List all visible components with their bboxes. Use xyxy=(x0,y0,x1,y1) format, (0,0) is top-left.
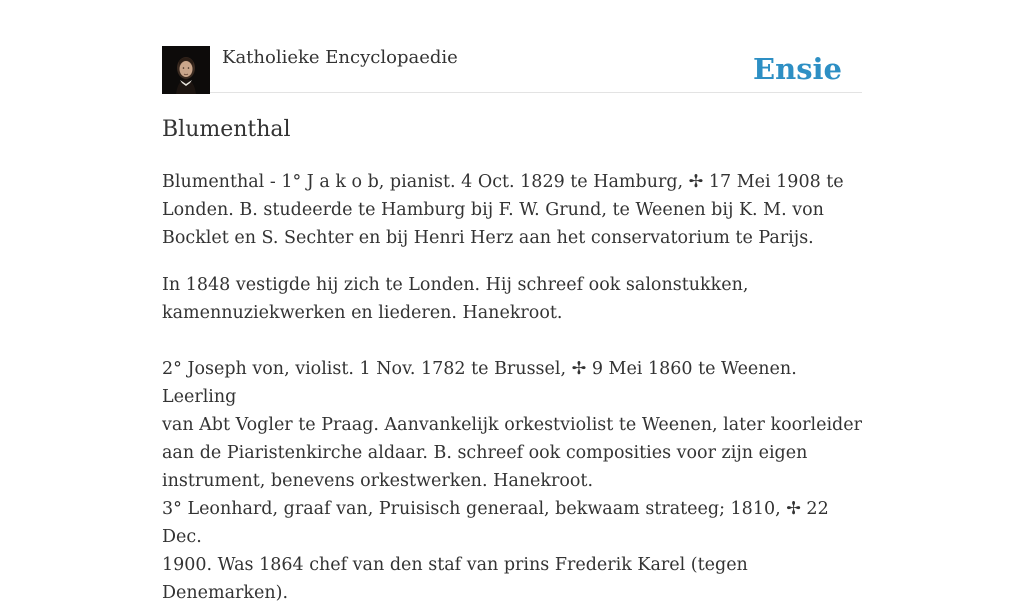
article-paragraph xyxy=(162,271,862,327)
text-line: Londen. B. studeerde te Hamburg bij F. W. Grund, te Weenen bij K. M. von xyxy=(162,200,824,220)
text-line: kamennuziekwerken en liederen. Hanekroot. xyxy=(162,303,563,323)
text-line: 3° Leonhard, graaf van, Pruisisch generaal, bekwaam strateeg; 1810, ✢ 22 Dec. xyxy=(162,499,829,547)
portrait-avatar-icon[interactable] xyxy=(162,46,210,94)
text-line: Bocklet en S. Sechter en bij Henri Herz aan het conservatorium te Parijs. xyxy=(162,228,814,248)
text-line: 2° Joseph von, violist. 1 Nov. 1782 te Brussel, ✢ 9 Mei 1860 te Weenen. Leerling xyxy=(162,359,797,407)
site-header xyxy=(162,46,862,93)
text-line: In 1848 vestigde hij zich te Londen. Hij schreef ook salonstukken, xyxy=(162,275,749,295)
text-line: van Abt Vogler te Praag. Aanvankelijk orkestviolist te Weenen, later koorleider xyxy=(162,415,862,435)
text-line: aan de Piaristenkirche aldaar. B. schreef ook composities voor zijn eigen xyxy=(162,443,808,463)
article-paragraph xyxy=(162,168,862,252)
ensie-logo-link[interactable]: Ensie xyxy=(753,52,842,86)
article-body xyxy=(162,168,862,607)
article-paragraph xyxy=(162,355,862,607)
page-title: Blumenthal xyxy=(162,117,291,142)
source-name[interactable]: Katholieke Encyclopaedie xyxy=(222,47,458,68)
text-line: 1900. Was 1864 chef van den staf van prins Frederik Karel (tegen Denemarken). xyxy=(162,555,748,603)
text-line: Blumenthal - 1° J a k o b, pianist. 4 Oct. 1829 te Hamburg, ✢ 17 Mei 1908 te xyxy=(162,172,844,192)
text-line: instrument, benevens orkestwerken. Hanekroot. xyxy=(162,471,594,491)
